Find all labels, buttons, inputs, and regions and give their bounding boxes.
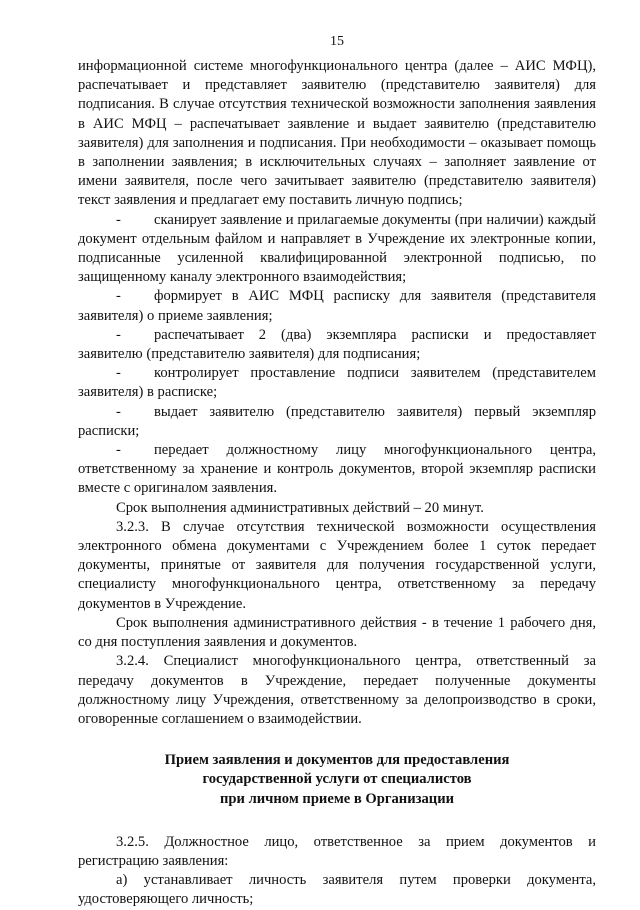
heading-line: Прием заявления и документов для предоставления <box>164 752 510 769</box>
list-item-text: выдает заявителю (представителю заявителя) первый экземпляр расписки; <box>78 403 596 439</box>
paragraph: Срок выполнения административного действия - в течение 1 рабочего дня, со дня поступления заявления и документов. <box>78 614 596 651</box>
list-item-text: контролирует проставление подписи заявителем (представителем заявителя) в расписке; <box>78 365 596 401</box>
paragraph: а) устанавливает личность заявителя путем проверки документа, удостоверяющего личность; <box>78 872 596 908</box>
list-item-text: сканирует заявление и прилагаемые документы (при наличии) каждый документ отдельным файлом и направляет в Учреждение их электронные копии, подписанные усиленной квалифицированной электронной подписью, по защищенному каналу электронного взаимодействия; <box>78 211 596 286</box>
heading-line: государственной услуги от специалистов <box>202 771 472 788</box>
list-dash: - <box>116 211 121 228</box>
list-item <box>78 326 596 364</box>
paragraph: 3.2.3. В случае отсутствия технической возможности осуществления электронного обмена документами с Учреждением более 1 суток передает документы, принятые от заявителя для получения государственной услуги, специалисту многофункционального центра, ответственному за передачу документов в Учреждение. <box>78 518 596 612</box>
list-dash: - <box>116 403 121 420</box>
list-dash: - <box>116 442 121 459</box>
paragraph: 3.2.4. Специалист многофункционального центра, ответственный за передачу документов в Учреждение, передает полученные документы должностному лицу Учреждения, ответственному за делопроизводство в сроки, оговоренные соглашением о взаимодействии. <box>78 653 596 727</box>
list-item-text: распечатывает 2 (два) экземпляра расписки и предоставляет заявителю (представителю заявителя) для подписания; <box>78 326 596 363</box>
paragraph: Срок выполнения административных действий – 20 минут. <box>116 499 484 516</box>
list-item <box>78 287 596 325</box>
paragraph: информационной системе многофункционального центра (далее – АИС МФЦ), распечатывает и представляет заявителю (представителю заявителя) для подписания. В случае отсутствия технической возможности заполнения заявления в АИС МФЦ – распечатывает заявление и выдает заявителю (представителю заявителя) для заполнения и подписания. При необходимости – оказывает помощь в заполнении заявления; в исключительных случаях – заполняет заявление от имени заявителя, после чего зачитывает заявителю (представителю заявителя) текст заявления и предлагает ему поставить личную подпись; <box>78 58 596 209</box>
heading-line: при личном приеме в Организации <box>219 790 455 807</box>
list-item <box>78 403 596 441</box>
list-dash: - <box>116 365 121 382</box>
list-item <box>78 441 596 499</box>
list-item-text: передает должностному лицу многофункционального центра, ответственному за хранение и контроль документов, второй экземпляр расписки вместе с оригиналом заявления. <box>78 442 596 497</box>
section-heading <box>78 751 596 809</box>
paragraph: 3.2.5. Должностное лицо, ответственное за прием документов и регистрацию заявления: <box>78 833 596 869</box>
list-item-text: формирует в АИС МФЦ расписку для заявителя (представителя заявителя) о приеме заявления; <box>78 288 596 324</box>
list-item <box>78 211 596 288</box>
document-page <box>78 34 596 910</box>
list-dash: - <box>116 288 121 305</box>
page-number: 15 <box>330 34 344 49</box>
list-item <box>78 364 596 402</box>
list-dash: - <box>116 326 121 343</box>
